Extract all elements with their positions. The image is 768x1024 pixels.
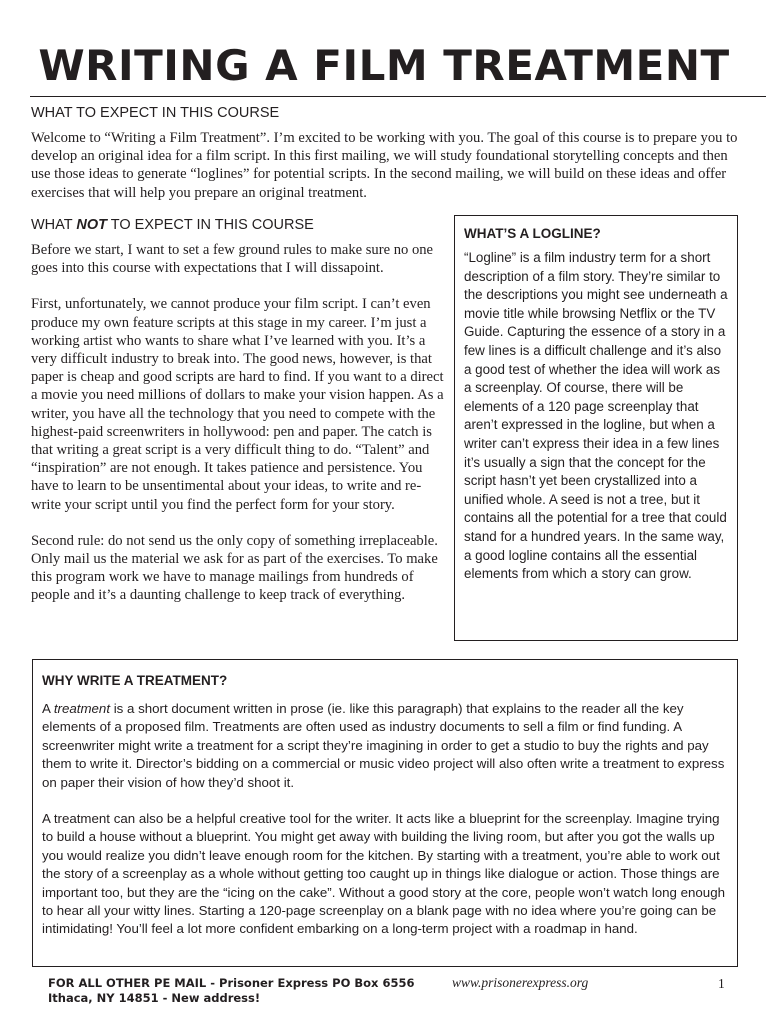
not-expect-heading-suffix: TO EXPECT IN THIS COURSE — [107, 217, 314, 233]
treatment-paragraph-2: A treatment can also be a helpful creative tool for the writer. It acts like a blueprint for the screenplay. Imagine trying to build a house without a blueprint. You might get away with building the living room, but after you got the walls up you would realize you didn’t leave enough room for the kitchen. By starting with a treatment, you’re able to work out the story of a screenplay as a whole without getting too caught up in things like dialogue or action. Those things are important too, but they are the “icing on the cake”. Without a good story at the core, people won’t watch long enough to hear all your witty lines. Starting a 120-page screenplay on a blank page with no idea where you’re going can be intimidating! You’ll feel a lot more confident embarking on a long-term project with a roadmap in hand. — [42, 811, 725, 937]
not-expect-heading-emphasis: NOT — [76, 217, 107, 233]
title-divider — [30, 96, 766, 97]
not-expect-body — [31, 241, 445, 623]
logline-body: “Logline” is a film industry term for a short description of a film story. They’re similar to the descriptions you might see underneath a movie title while browsing Netflix or the TV Guide. Capturing the essence of a story in a few lines is a difficult challenge and it’s also a good test of whether the idea will work as a screenplay. Of course, there will be elements of a 120 page screenplay that aren’t expressed in the logline, but when a writer can’t express their idea in a few lines it’s usually a sign that the concept for the script hasn’t yet been crystallized into a unified whole. A seed is not a tree, but it contains all the potential for a tree that could stand for a hundred years. In the same way, a good logline contains all the essential elements from which a story can grow. — [464, 250, 728, 582]
expect-paragraph: Welcome to “Writing a Film Treatment”. I’m excited to be working with you. The goal of this course is to prepare you to develop an original idea for a film script. In this first mailing, we will study foundational storytelling concepts and then use those ideas to generate “loglines” for potential scripts. In the second mailing, we will build on these ideas and offer exercises that will help you prepare an original treatment. — [31, 130, 738, 201]
expect-heading: WHAT TO EXPECT IN THIS COURSE — [31, 105, 280, 121]
treatment-heading: WHY WRITE A TREATMENT? — [42, 673, 228, 688]
not-expect-paragraph-3: Second rule: do not send us the only copy of something irreplaceable. Only mail us the material we ask for as part of the exercises. To make this program work we have to manage mailings from hundreds of people and it’s a daunting challenge to keep track of everything. — [31, 532, 438, 604]
page-number: 1 — [718, 976, 725, 991]
not-expect-paragraph-2: First, unfortunately, we cannot produce your film script. I can’t even produce my own feature scripts at this stage in my career. I’m just a working artist who wants to share what I’ve learned with you. It’s a very difficult industry to break into. The good news, however, is that paper is cheap and good scripts are hard to find. If you want to a direct a movie you need millions of dollars to make your vision happen. As a writer, you have all the technology that you need to compete with the highest-paid screenwriters in hollywood: pen and paper. The catch is that writing a great script is a very difficult thing to do. “Talent” and “inspiration” are not enough. It takes patience and persistence. You have to learn to be unsentimental about your ideas, to write and re-write your script until you find the perfect form for your story. — [31, 296, 444, 513]
treatment-paragraph-1 — [42, 700, 727, 792]
treatment-box — [32, 659, 738, 967]
footer-address — [48, 976, 414, 1006]
footer-website: www.prisonerexpress.org — [452, 975, 589, 990]
logline-heading: WHAT’S A LOGLINE? — [464, 226, 601, 241]
expect-body — [31, 129, 743, 220]
treatment-p1-emphasis: treatment — [53, 701, 111, 716]
treatment-p1-lead: A — [42, 701, 54, 716]
logline-sidebar — [454, 215, 738, 641]
page-title: WRITING A FILM TREATMENT — [38, 41, 730, 90]
footer-line-2: Ithaca, NY 14851 - New address! — [48, 991, 261, 1005]
not-expect-heading-prefix: WHAT — [31, 217, 77, 233]
not-expect-heading — [31, 217, 314, 233]
treatment-p1-rest: is a short document written in prose (ie. like this paragraph) that explains to the reader all the key elements of a proposed film. Treatments are often used as industry documents to sell a film or find funding. A screenwriter might write a treatment for a script they’re imagining in order to get a studio to buy the rights and pay them to write it. Director’s bidding on a commercial or music video project will also often write a treatment to express on paper their vision of how they’d shoot it. — [42, 701, 725, 790]
not-expect-paragraph-1: Before we start, I want to set a few ground rules to make sure no one goes into this course with expectations that I will dissapoint. — [31, 242, 434, 277]
footer-line-1: FOR ALL OTHER PE MAIL - Prisoner Express PO Box 6556 — [48, 976, 415, 990]
treatment-body — [42, 700, 727, 939]
